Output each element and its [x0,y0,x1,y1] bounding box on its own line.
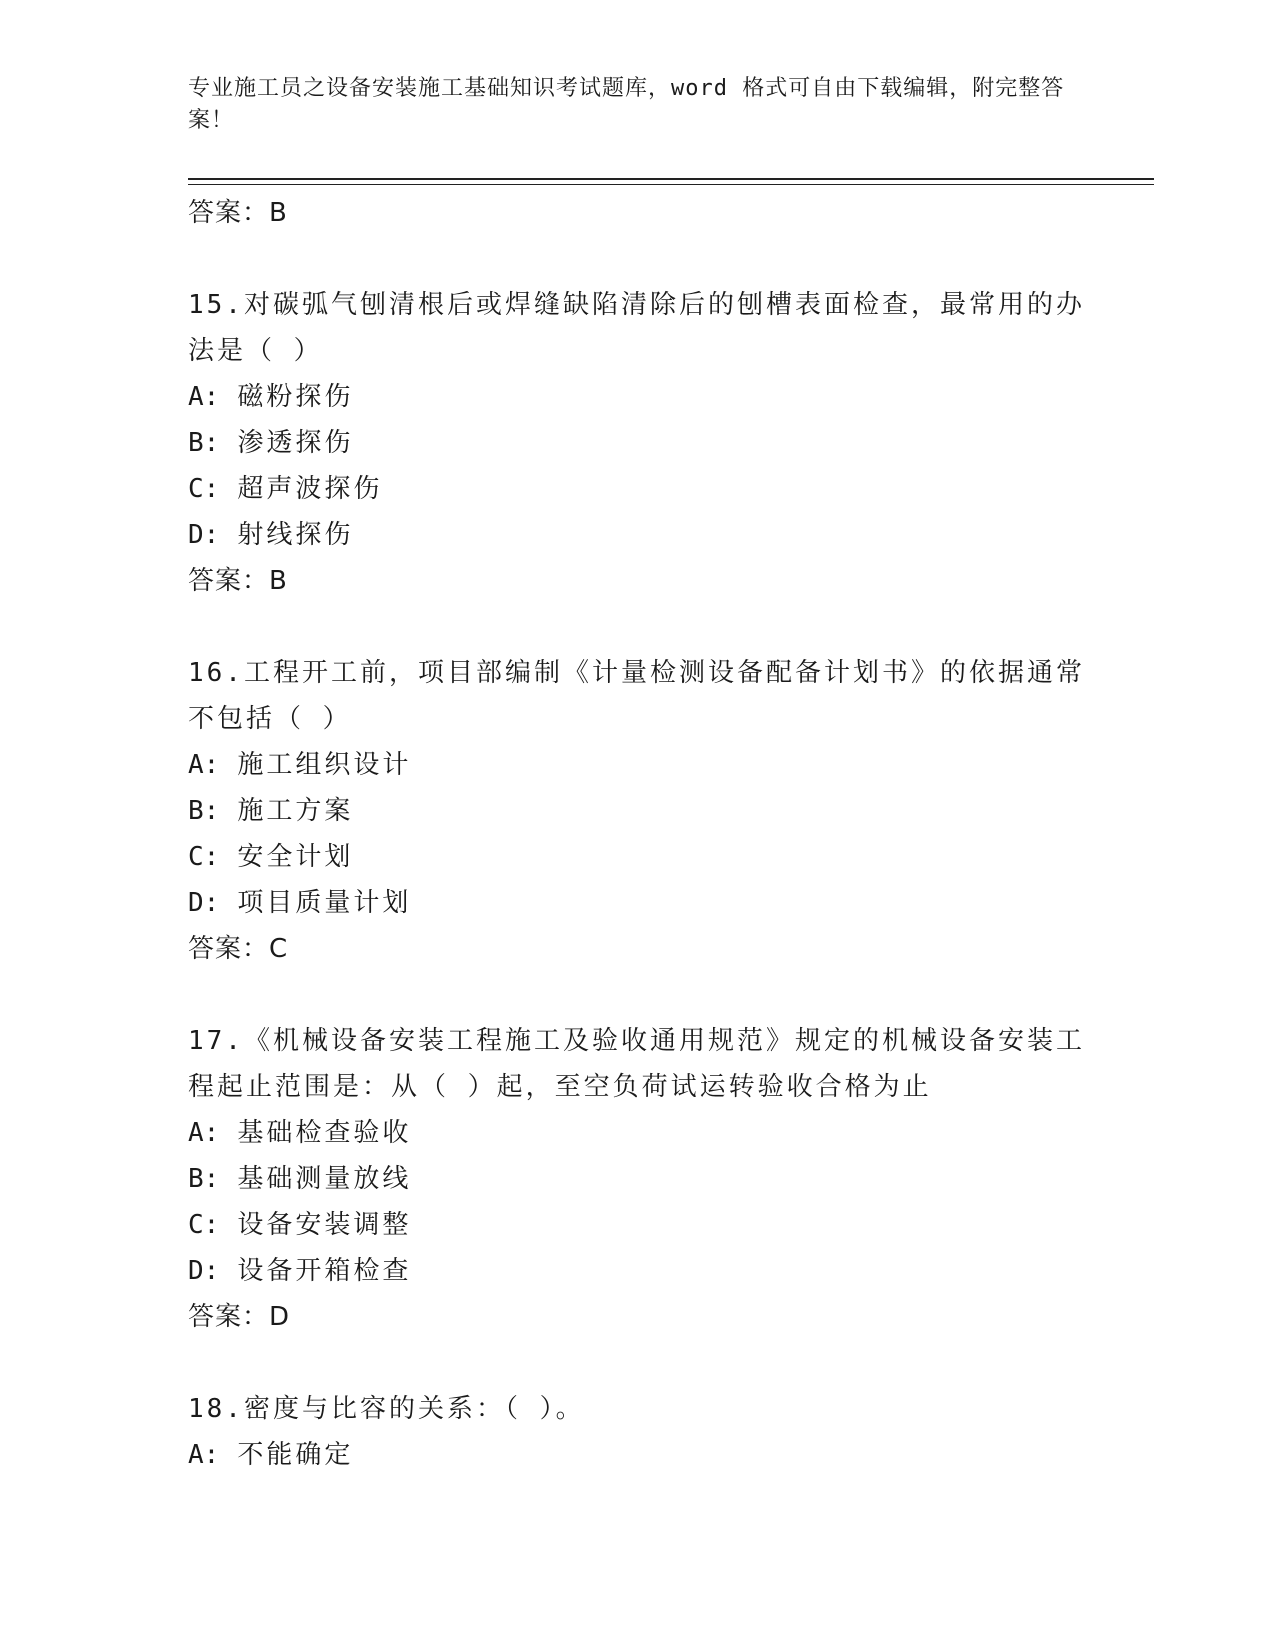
question-text: 17.《机械设备安装工程施工及验收通用规范》规定的机械设备安装工程起止范围是：从（ ）起，至空负荷试运转验收合格为止 [188,1026,1085,1102]
previous-answer: 答案：B [188,198,288,228]
option-c: C: 设备安装调整 [188,1210,412,1240]
option-a: A: 不能确定 [188,1440,354,1470]
option-c: C: 超声波探伤 [188,474,383,504]
question-text: 15.对碳弧气刨清根后或焊缝缺陷清除后的刨槽表面检查，最常用的办法是（ ） [188,290,1085,366]
question-text: 18.密度与比容的关系：（ ）。 [188,1394,585,1424]
option-c: C: 安全计划 [188,842,354,872]
option-b: B: 基础测量放线 [188,1164,412,1194]
header-divider-thick [188,178,1154,180]
answer: 答案：B [188,566,288,596]
question-list [188,190,1088,1478]
question-16 [188,650,1088,972]
option-b: B: 渗透探伤 [188,428,354,458]
option-d: D: 项目质量计划 [188,888,412,918]
option-d: D: 设备开箱检查 [188,1256,412,1286]
header-divider-thin [188,184,1154,185]
answer: 答案：C [188,934,289,964]
document-header: 专业施工员之设备安装施工基础知识考试题库，word 格式可自由下载编辑，附完整答案！ [188,76,1065,133]
option-a: A: 施工组织设计 [188,750,412,780]
option-a: A: 磁粉探伤 [188,382,354,412]
question-18 [188,1386,1088,1478]
option-a: A: 基础检查验收 [188,1118,412,1148]
question-text: 16.工程开工前，项目部编制《计量检测设备配备计划书》的依据通常不包括（ ） [188,658,1085,734]
question-17 [188,1018,1088,1340]
answer: 答案：D [188,1302,291,1332]
question-15 [188,282,1088,604]
option-b: B: 施工方案 [188,796,354,826]
option-d: D: 射线探伤 [188,520,354,550]
